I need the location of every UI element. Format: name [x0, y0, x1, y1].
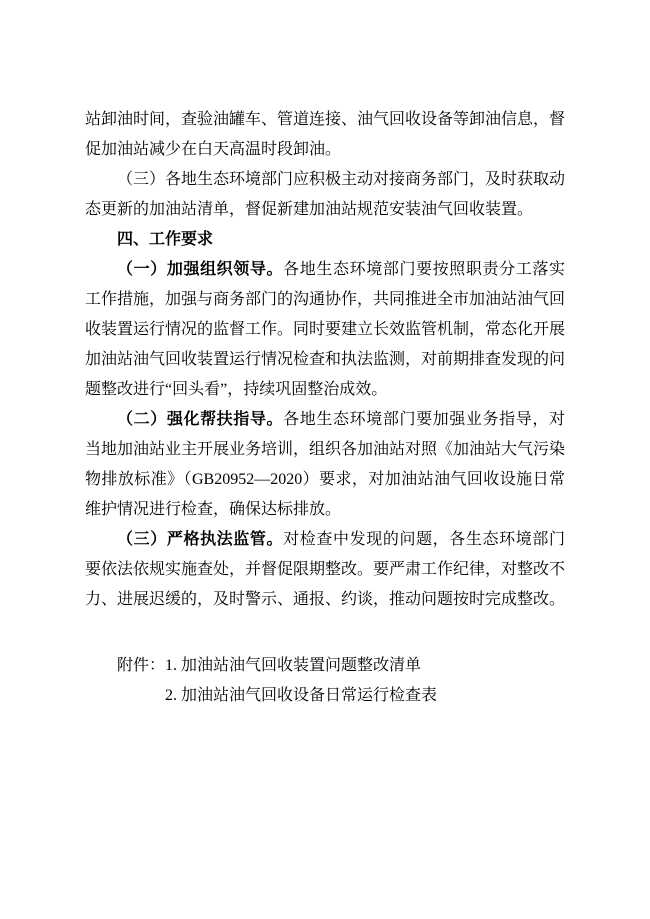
attachment-item-2: 2. 加油站油气回收设备日常运行检查表	[165, 687, 438, 704]
paragraph-strengthen-leadership	[85, 255, 565, 405]
attachment-item-1: 1. 加油站油气回收装置问题整改清单	[165, 657, 422, 674]
section-heading-work-requirements: 四、工作要求	[117, 231, 214, 248]
attachment-line-1	[117, 651, 565, 681]
paragraph-strengthen-guidance	[85, 405, 565, 525]
paragraph-item-three-liaison: （三）各地生态环境部门应积极主动对接商务部门，及时获取动态更新的加油站清单，督促新建加油站规范安装油气回收装置。	[85, 171, 566, 218]
paragraph-continuation: 站卸油时间，查验油罐车、管道连接、油气回收设备等卸油信息，督促加油站减少在白天高温时段卸油。	[85, 111, 566, 158]
paragraph-body-strict-enforcement: 对检查中发现的问题，各生态环境部门要依法依规实施查处，并督促限期整改。要严肃工作纪律，对整改不力、进展迟缓的，及时警示、通报、约谈，推动问题按时完成整改。	[85, 531, 566, 608]
paragraph-body-strengthen-leadership: 各地生态环境部门要按照职责分工落实工作措施，加强与商务部门的沟通协作，共同推进全市加油站油气回收装置运行情况的监督工作。同时要建立长效监管机制，常态化开展加油站油气回收装置运行情况检查和执法监测，对前期排查发现的问题整改进行“回头看”，持续巩固整治成效。	[85, 261, 566, 398]
paragraph-strict-enforcement	[85, 525, 565, 615]
attachments-block	[117, 651, 565, 711]
paragraph-lead-strengthen-guidance: （二）强化帮扶指导。	[117, 411, 284, 428]
attachments-label: 附件：	[117, 657, 166, 674]
paragraph-lead-strengthen-leadership: （一）加强组织领导。	[117, 261, 284, 278]
paragraph-body-strengthen-guidance: 各地生态环境部门要加强业务指导，对当地加油站业主开展业务培训，组织各加油站对照《加油站大气污染物排放标准》（GB20952—2020）要求，对加油站油气回收设施日常维护情况进行检查，确保达标排放。	[85, 411, 566, 518]
paragraph-lead-strict-enforcement: （三）严格执法监管。	[117, 531, 284, 548]
